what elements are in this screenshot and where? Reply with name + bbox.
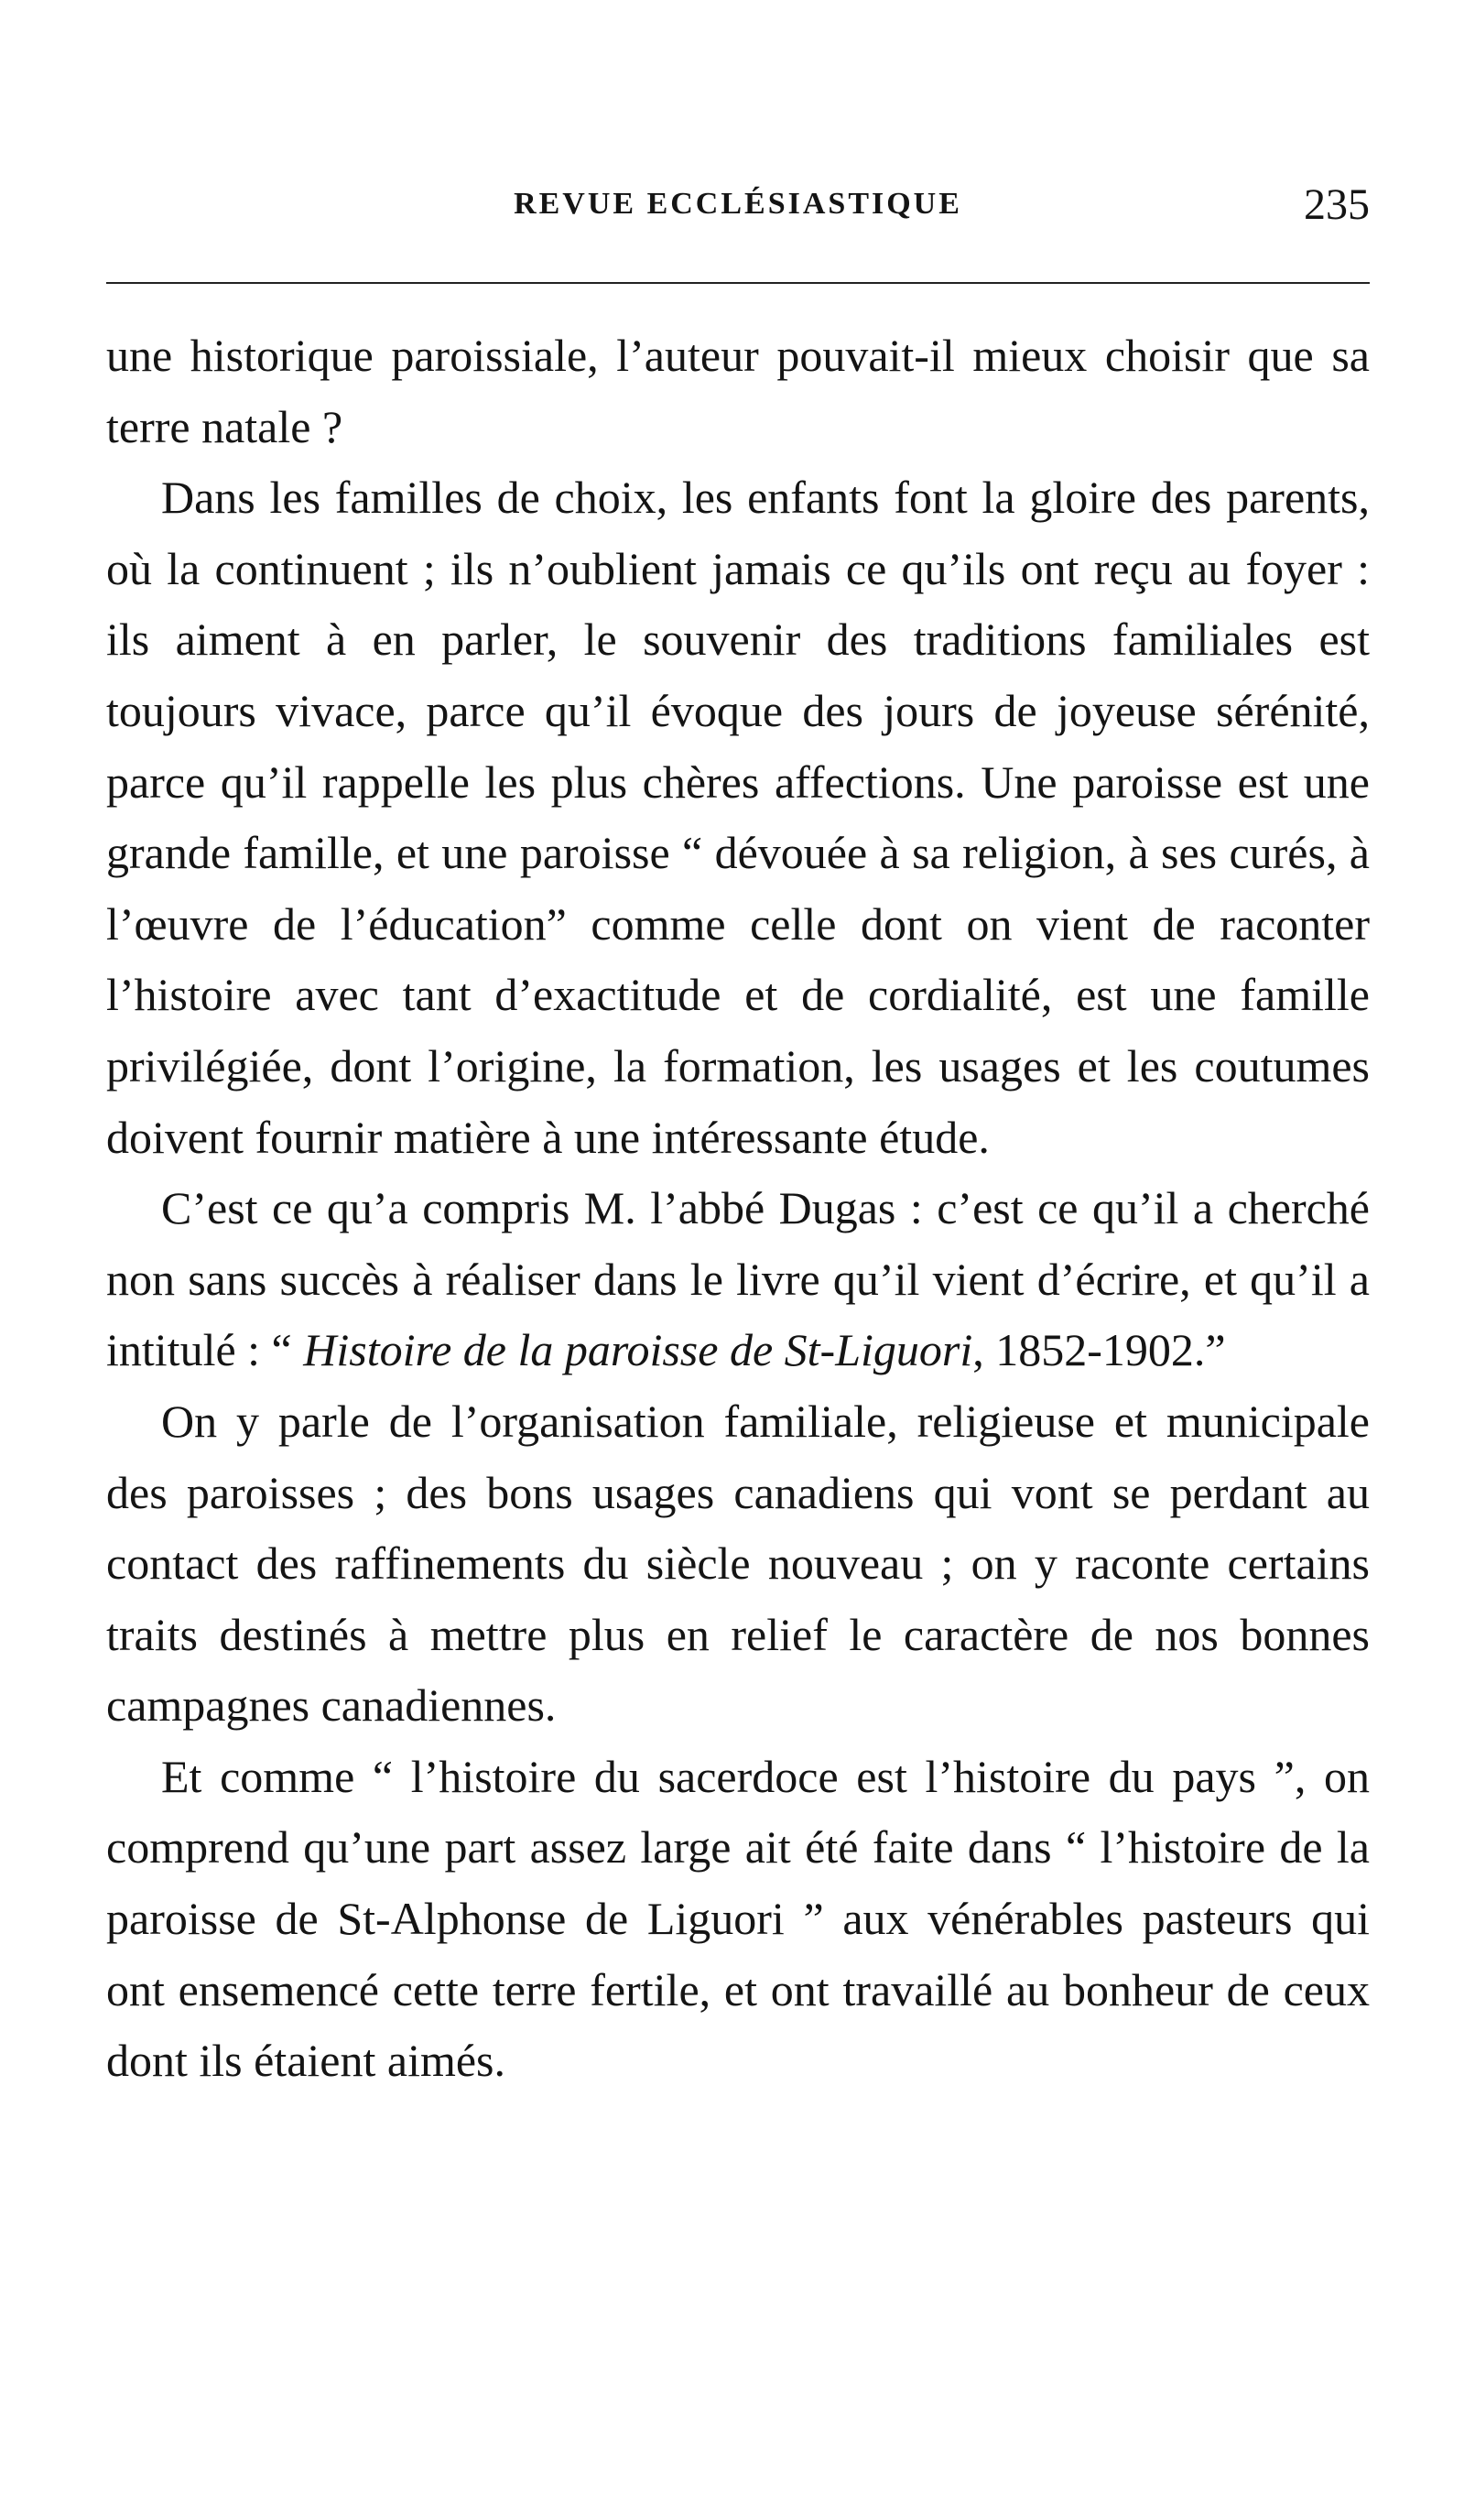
running-head <box>106 179 1370 234</box>
paragraph-4: On y parle de l’organisation familiale, religieuse et municipale des paroisses ; des bons usages canadiens qui vont se perdant au contact des raffinements du siècle nouveau ; on y raconte certains traits destinés à mettre plus en relief le caractère de nos bonnes campagnes canadiennes. <box>106 1395 1370 1732</box>
book-title: Histoire de la paroisse de St-Liguori <box>303 1324 973 1376</box>
page-number: 235 <box>1304 180 1370 229</box>
paragraph-5: Et comme “ l’histoire du sacerdoce est l’histoire du pays ”, on comprend qu’une part assez large ait été faite dans “ l’histoire de la paroisse de St-Alphonse de Liguori ” aux vénérables pasteurs qui ont ensemencé cette terre fertile, et ont travaillé au bonheur de ceux dont ils étaient aimés. <box>106 1750 1370 2087</box>
paragraph-3-text-after: , 1852-1902.” <box>972 1324 1226 1376</box>
paragraph-3-text-before: C’est ce qu’a compris M. l’abbé Dugas : c’est ce qu’il a cherché non sans succès à réaliser dans le livre qu’il vient d’écrire, et qu’il a intitulé : “ <box>106 1182 1370 1376</box>
running-title: REVUE ECCLÉSIASTIQUE <box>514 187 962 221</box>
paragraph-1: une historique paroissiale, l’auteur pouvait-il mieux choisir que sa terre natale ? <box>106 330 1370 452</box>
paragraph-3 <box>106 1173 1370 1386</box>
body-text <box>106 320 1370 2097</box>
header-rule <box>106 282 1370 284</box>
paragraph-2: Dans les familles de choix, les enfants font la gloire des parents, où la continuent ; ils n’oublient jamais ce qu’ils ont reçu au foyer : ils aiment à en parler, le souvenir des traditions familiales est toujours vivace, parce qu’il évoque des jours de joyeuse sérénité, parce qu’il rappelle les plus chères affections. Une paroisse est une grande famille, et une paroisse “ dévouée à sa religion, à ses curés, à l’œuvre de l’éducation” comme celle dont on vient de raconter l’histoire avec tant d’exactitude et de cordialité, est une famille privilégiée, dont l’origine, la formation, les usages et les coutumes doivent fournir matière à une intéressante étude. <box>106 472 1370 1163</box>
